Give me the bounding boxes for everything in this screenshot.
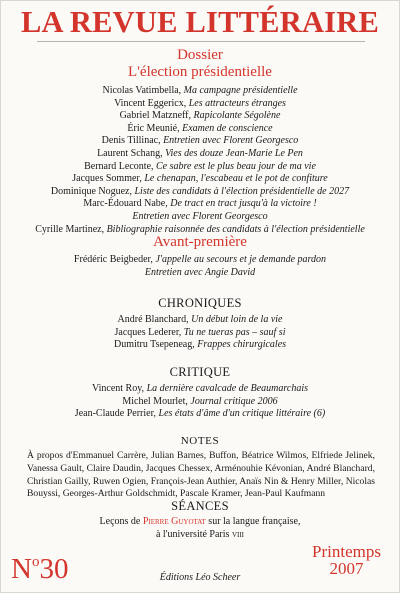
entry-title: Rapicolante Ségolène (193, 110, 281, 122)
entry-author: Frédéric Beigbeder, (73, 254, 153, 265)
entry-author: Bernard Leconte, (84, 160, 154, 172)
contents-entry (1, 254, 399, 267)
entry-title: De tract en tract jusqu'à la victoire ! (170, 198, 317, 210)
entry-author: Jean-Claude Perrier, (74, 408, 157, 420)
contents-entry (1, 408, 399, 421)
contents-entry (1, 161, 399, 174)
entry-title: Liste des candidats à l'élection présidentielle de 2027 (134, 185, 350, 197)
entry-title: Tu ne tueras pas – sauf si (183, 326, 286, 338)
issue-value: 30 (39, 553, 69, 585)
entry-title: La dernière cavalcade de Beaumarchais (146, 383, 308, 394)
entry-author: Dominique Noguez, (50, 185, 132, 197)
entry-author: Éric Meunié, (127, 122, 180, 134)
chroniques-title: CHRONIQUES (158, 296, 242, 310)
entry-title: Un début loin de la vie (191, 314, 283, 325)
contents-entry (1, 186, 399, 199)
contents-entry (1, 173, 399, 186)
entry-author: Nicolas Vatimbella, (102, 85, 182, 96)
entry-author: Laurent Schang, (97, 147, 163, 159)
entry-title: J'appelle au secours et je demande pardon (155, 254, 327, 265)
entry-title: Entretien avec Florent Georgesco (163, 135, 299, 147)
contents-entry (1, 314, 399, 327)
contents-entry (1, 198, 399, 211)
contents-entry (1, 396, 399, 409)
entry-title: Bibliographie raisonnée des candidats à l'élection présidentielle (106, 223, 365, 235)
entry-title: Ce sabre est le plus beau jour de ma vie (156, 160, 316, 172)
entry-title: Examen de conscience (182, 122, 273, 134)
notes-text: À propos d'Emmanuel Carrère, Julian Barnes, Buffon, Béatrice Wilmos, Elfriede Jelinek, Vanessa Gault, Claire Daudin, Jacques Chessex, Arménouhie Kévonian, André Blanchard, Christian Gailly, Ruwen Ogien, François-Jean Authier, Anaïs Nin & Henry Miller, Nicolas Bouyssi, Georges-Arthur Goldschmidt, Pascale Kramer, Jean-Paul Kaufmann (27, 450, 375, 500)
contents-entry (1, 327, 399, 340)
masthead-title: LA REVUE LITTÉRAIRE (20, 5, 380, 39)
entry-author: Gabriel Matzneff, (119, 110, 192, 122)
critique-section (1, 365, 399, 421)
seances-line-1-end: sur la langue française, (205, 516, 301, 527)
entry-title: Les attracteurs étranges (188, 97, 286, 109)
contents-entry (1, 383, 399, 396)
contents-entry (1, 148, 399, 161)
entry-author: Marc-Édouard Nabe, (83, 198, 168, 210)
entry-author: Jacques Sommer, (72, 173, 142, 185)
dossier-subtitle: L'élection présidentielle (128, 64, 272, 80)
contents-entry (1, 339, 399, 352)
masthead-rule (37, 41, 365, 42)
contents-entry (1, 85, 399, 98)
entry-title: Le chenapan, l'escabeau et le pot de confiture (144, 173, 328, 185)
seances-university-number: viii (231, 528, 244, 540)
notes-heading-block (1, 434, 399, 448)
entry-author: Vincent Roy, (91, 383, 145, 394)
entry-author: Jacques Lederer, (114, 326, 182, 338)
seances-line-1-start: Leçons de (99, 516, 143, 527)
dossier-section (1, 47, 399, 236)
avant-premiere-contents (1, 254, 399, 279)
entry-title: Les états d'âme d'un critique littéraire (6) (158, 408, 326, 420)
entry-title: Ma campagne présidentielle (183, 85, 298, 96)
notes-title: NOTES (180, 435, 220, 447)
seances-title: SÉANCES (171, 499, 229, 513)
seances-line-2-start: à l'université Paris (155, 528, 232, 540)
contents-entry (1, 267, 399, 280)
entry-title: Frappes chirurgicales (197, 339, 287, 351)
chroniques-contents (1, 314, 399, 352)
chroniques-section (1, 296, 399, 352)
dossier-title: Dossier (177, 47, 223, 63)
seances-section (1, 499, 399, 541)
entry-title: Entretien avec Angie David (144, 266, 256, 278)
entry-author: Dumitru Tsepeneag, (113, 339, 195, 351)
critique-title: CRITIQUE (169, 365, 231, 379)
issue-prefix: N (11, 553, 32, 585)
seances-line-1 (1, 516, 399, 529)
entry-title: Vies des douze Jean-Marie Le Pen (165, 147, 303, 159)
entry-author: Denis Tillinac, (101, 135, 161, 147)
entry-title: Journal critique 2006 (190, 395, 278, 407)
entry-title: Entretien avec Florent Georgesco (132, 210, 268, 222)
entry-author: André Blanchard, (117, 314, 189, 325)
entry-author: Cyrille Martinez, (35, 223, 105, 235)
dossier-contents (1, 85, 399, 236)
critique-contents (1, 383, 399, 421)
season-label: Printemps (312, 542, 381, 561)
entry-author: Michel Mourlet, (122, 395, 188, 407)
contents-entry (1, 123, 399, 136)
entry-author: Vincent Eggericx, (114, 97, 187, 109)
contents-entry (1, 110, 399, 123)
contents-entry (1, 211, 399, 224)
seances-line-2 (1, 529, 399, 542)
seances-speaker: Pierre Guyotat (142, 516, 206, 527)
issue-ordinal: o (31, 554, 40, 570)
contents-entry (1, 135, 399, 148)
publisher-name: Éditions Léo Scheer (159, 572, 241, 583)
contents-entry (1, 98, 399, 111)
season-year: 2007 (329, 559, 364, 578)
avant-premiere-title: Avant-première (153, 234, 247, 250)
avant-premiere-section (1, 234, 399, 279)
